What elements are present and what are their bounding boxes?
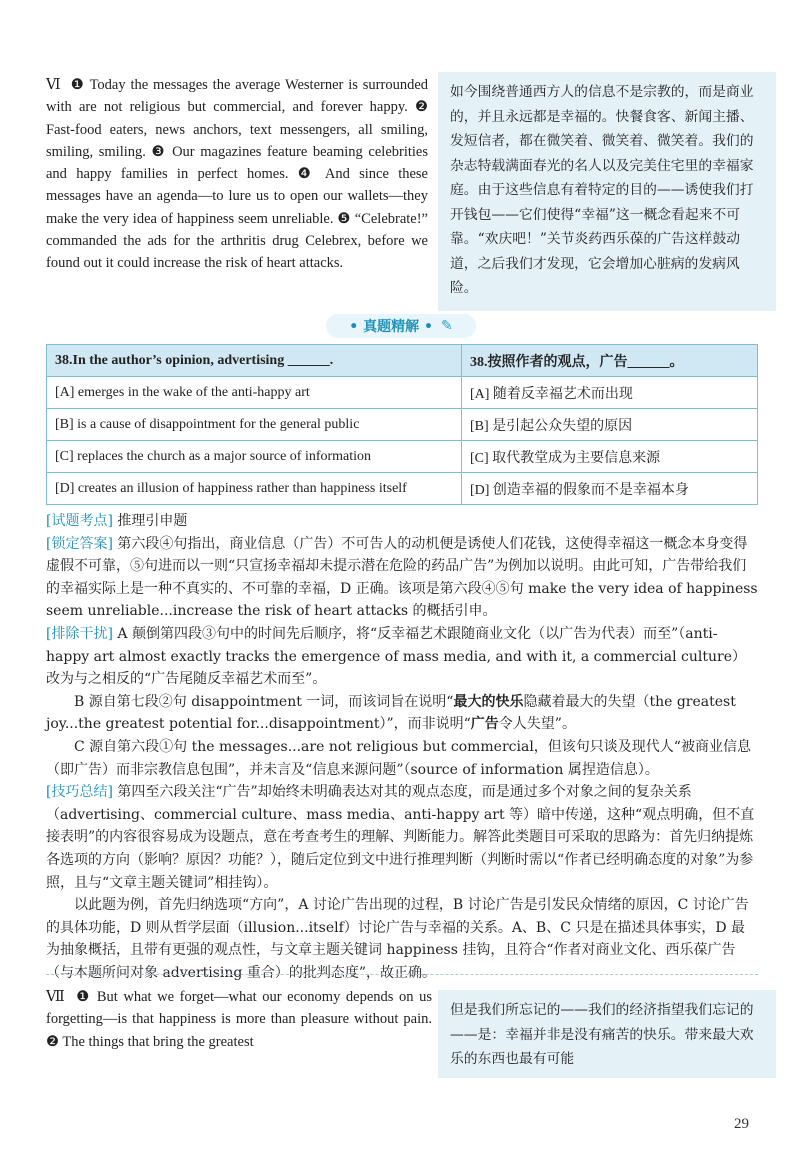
section-divider bbox=[46, 974, 758, 975]
option-row bbox=[47, 473, 758, 505]
section-7-numeral: Ⅶ bbox=[46, 989, 67, 1005]
analysis-tag: [技巧总结] bbox=[46, 784, 113, 801]
analysis-text: A 颠倒第四段③句中的时间先后顺序，将“反幸福艺术跟随商业文化（以广告为代表）而至”（anti-happy art almost exactly tracks the emergence of mass media, and with it, a commercial culture）改为与之相反的“广告尾随反幸福艺术而至”。 bbox=[46, 625, 746, 688]
real-question-header bbox=[326, 314, 476, 338]
option-row bbox=[47, 377, 758, 409]
page-number: 29 bbox=[734, 1116, 749, 1132]
header-label-text: • 真题精解 • bbox=[349, 319, 433, 335]
option-row bbox=[47, 441, 758, 473]
emphasis-text: 广告 bbox=[470, 716, 499, 733]
option-d-en: [D] creates an illusion of happiness rather than happiness itself bbox=[47, 473, 462, 505]
analysis-text: B 源自第七段②句 disappointment 一词，而该词旨在说明“ bbox=[74, 693, 454, 710]
emphasis-text: 最大的快乐 bbox=[453, 693, 524, 710]
option-b-en: [B] is a cause of disappointment for the general public bbox=[47, 409, 462, 441]
section-6-translation: 如今围绕普通西方人的信息不是宗教的，而是商业的，并且永远都是幸福的。快餐食客、新闻主播、发短信者，都在微笑着、微笑着、微笑着。我们的杂志特载满面春光的名人以及完美住宅里的幸福家庭。由于这些信息有着特定的目的——诱使我们打开钱包——它们使得“幸福”这一概念看起来不可靠。“欢庆吧！”关节炎药西乐葆的广告这样鼓动道，之后我们才发现，它会增加心脏病的发病风险。 bbox=[438, 72, 776, 311]
option-b-cn: [B] 是引起公众失望的原因 bbox=[462, 409, 758, 441]
question-stem-row bbox=[47, 345, 758, 377]
analysis-paragraph bbox=[46, 691, 758, 736]
analysis-text: 推理引申题 bbox=[112, 513, 188, 529]
option-c-en: [C] replaces the church as a major source of information bbox=[47, 441, 462, 473]
section-7-english-text: ❶ But what we forget—what our economy depends on us forgetting—is that happiness is more than pleasure without pain. ❷ The things that bring the greatest bbox=[46, 989, 433, 1050]
analysis-text: 第六段④句指出，商业信息（广告）不可告人的动机便是诱使人们花钱，这使得幸福这一概念本身变得虚假不可靠，⑤句进而以一则“只宣扬幸福却未提示潜在危险的药品广告”为例加以说明。由此可知，广告带给我们的幸福实际上是一种不真实的、不可靠的幸福，D 正确。该项是第六段④⑤句 make the very idea of happiness seem unreliable...increase the risk of heart attacks 的概括引申。 bbox=[46, 535, 758, 620]
analysis-text: 隐藏着最大的失望（the greatest joy...the greatest potential for...disappointment）”，而非说明“ bbox=[46, 693, 736, 733]
analysis-paragraph: C 源自第六段①句 the messages...are not religious but commercial，但该句只谈及现代人“被商业信息（即广告）而非宗教信息包围”，并未言及“信息来源问题”（source of information 属捏造信息）。 bbox=[46, 738, 751, 778]
option-c-cn: [C] 取代教堂成为主要信息来源 bbox=[462, 441, 758, 473]
pen-icon: ✎ bbox=[440, 318, 453, 334]
section-6-numeral: Ⅵ bbox=[46, 77, 62, 93]
section-7-translation: 但是我们所忘记的——我们的经济指望我们忘记的——是：幸福并非是没有痛苦的快乐。带来最大欢乐的东西也最有可能 bbox=[438, 990, 776, 1078]
question-table bbox=[46, 344, 758, 505]
analysis-tag: [试题考点] bbox=[46, 513, 113, 529]
analysis-point bbox=[46, 623, 758, 691]
question-stem-cn: 38.按照作者的观点，广告______。 bbox=[462, 345, 758, 377]
option-d-cn: [D] 创造幸福的假象而不是幸福本身 bbox=[462, 473, 758, 505]
answer-analysis bbox=[46, 510, 758, 984]
option-row bbox=[47, 409, 758, 441]
analysis-text: 第四至六段关注“广告”却始终未明确表达对其的观点态度，而是通过多个对象之间的复杂关系（advertising、commercial culture、mass media、anti-happy art 等）暗中传递，这种“观点明确，但不直接表明”的内容很容易成为设题点，意在考查考生的理解、判断能力。解答此类题目可采取的思路为：首先归纳提炼各选项的方向（影响？原因？功能？），随后定位到文中进行推理判断（判断时需以“作者已经明确态度的对象”为参照，且与“文章主题关键词”相挂钩）。 bbox=[46, 784, 755, 891]
analysis-point bbox=[46, 533, 758, 623]
analysis-point bbox=[46, 510, 758, 533]
analysis-paragraph: 以此题为例，首先归纳选项“方向”，A 讨论广告出现的过程，B 讨论广告是引发民众情绪的原因，C 讨论广告的具体功能，D 则从哲学层面（illusion...itself）讨论广告与幸福的关系。A、B、C 只是在描述具体事实，D 最为抽象概括，且带有更强的观点性，与文章主题关键词 happiness 挂钩，且符合“作者对商业文化、西乐葆广告（与本题所问对象 advertising 重合）的批判态度”，故正确。 bbox=[46, 897, 749, 981]
analysis-tag: [排除干扰] bbox=[46, 625, 113, 642]
section-6-english-text: ❶ Today the messages the average Westerner is surrounded with are not religious but commercial, and forever happy. ❷ Fast-food eaters, news anchors, text messengers, all smiling, smiling, smiling. ❸ Our magazines feature beaming celebrities and happy families in perfect homes. ❹ And since these messages have an agenda—to lure us to open our wallets—they make the very idea of happiness seem unreliable. ❺ “Celebrate!” commanded the ads for the arthritis drug Celebrex, before we found out it could increase the risk of heart attacks. bbox=[46, 77, 429, 272]
option-a-en: [A] emerges in the wake of the anti-happy art bbox=[47, 377, 462, 409]
question-stem-en: 38.In the author’s opinion, advertising ______. bbox=[47, 345, 462, 377]
option-a-cn: [A] 随着反幸福艺术而出现 bbox=[462, 377, 758, 409]
analysis-text: 令人失望”。 bbox=[498, 716, 576, 733]
section-7-english bbox=[46, 986, 432, 1053]
section-6-english bbox=[46, 74, 428, 275]
analysis-tag: [锁定答案] bbox=[46, 535, 113, 552]
analysis-point bbox=[46, 781, 758, 894]
